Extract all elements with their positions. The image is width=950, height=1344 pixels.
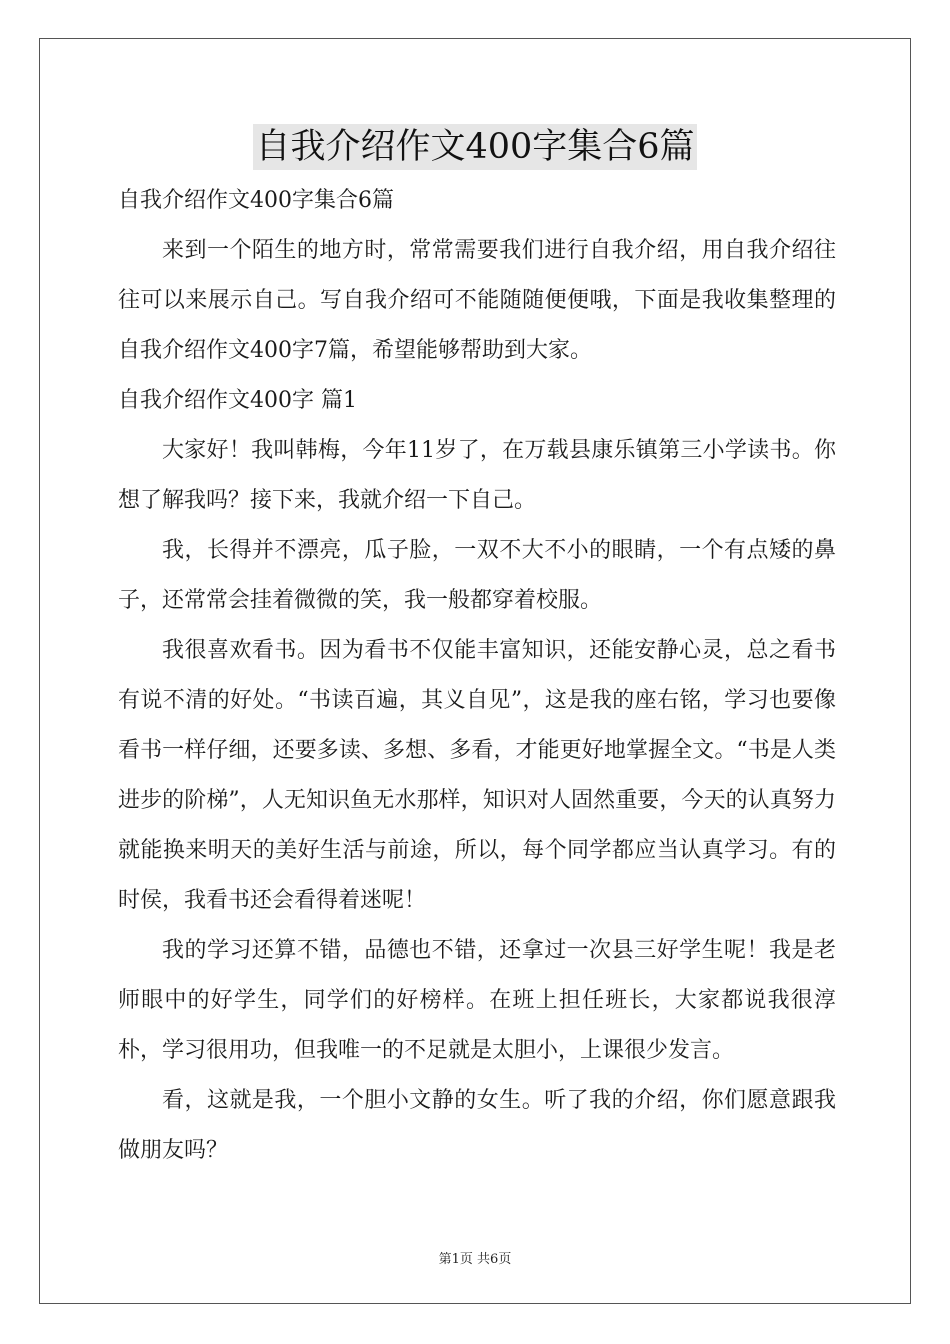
paragraph: 看，这就是我，一个胆小文静的女生。听了我的介绍，你们愿意跟我做朋友吗？ — [118, 1088, 836, 1163]
subtitle: 自我介绍作文400字集合6篇 — [118, 188, 394, 213]
section-heading: 自我介绍作文400字 篇1 — [118, 388, 357, 413]
paragraph: 我的学习还算不错，品德也不错，还拿过一次县三好学生呢！我是老师眼中的好学生，同学们的好榜样。在班上担任班长，大家都说我很淳朴，学习很用功，但我唯一的不足就是太胆小，上课很少发言。 — [118, 938, 836, 1063]
intro-paragraph: 来到一个陌生的地方时，常常需要我们进行自我介绍，用自我介绍往往可以来展示自己。写自我介绍可不能随随便便哦，下面是我收集整理的自我介绍作文400字7篇，希望能够帮助到大家。 — [118, 238, 836, 363]
document-title-wrap — [0, 124, 950, 170]
paragraph: 大家好！我叫韩梅，今年11岁了，在万载县康乐镇第三小学读书。你想了解我吗？接下来，我就介绍一下自己。 — [118, 438, 836, 513]
paragraph: 我，长得并不漂亮，瓜子脸，一双不大不小的眼睛，一个有点矮的鼻子，还常常会挂着微微的笑，我一般都穿着校服。 — [118, 538, 836, 613]
document-title: 自我介绍作文400字集合6篇 — [253, 124, 696, 170]
paragraph: 我很喜欢看书。因为看书不仅能丰富知识，还能安静心灵，总之看书有说不清的好处。“书读百遍，其义自见”，这是我的座右铭，学习也要像看书一样仔细，还要多读、多想、多看，才能更好地掌握全文。“书是人类进步的阶梯”，人无知识鱼无水那样，知识对人固然重要，今天的认真努力就能换来明天的美好生活与前途，所以，每个同学都应当认真学习。有的时侯，我看书还会看得着迷呢！ — [118, 638, 836, 913]
document-body — [118, 176, 836, 1176]
page-footer: 第1页 共6页 — [438, 1252, 512, 1267]
